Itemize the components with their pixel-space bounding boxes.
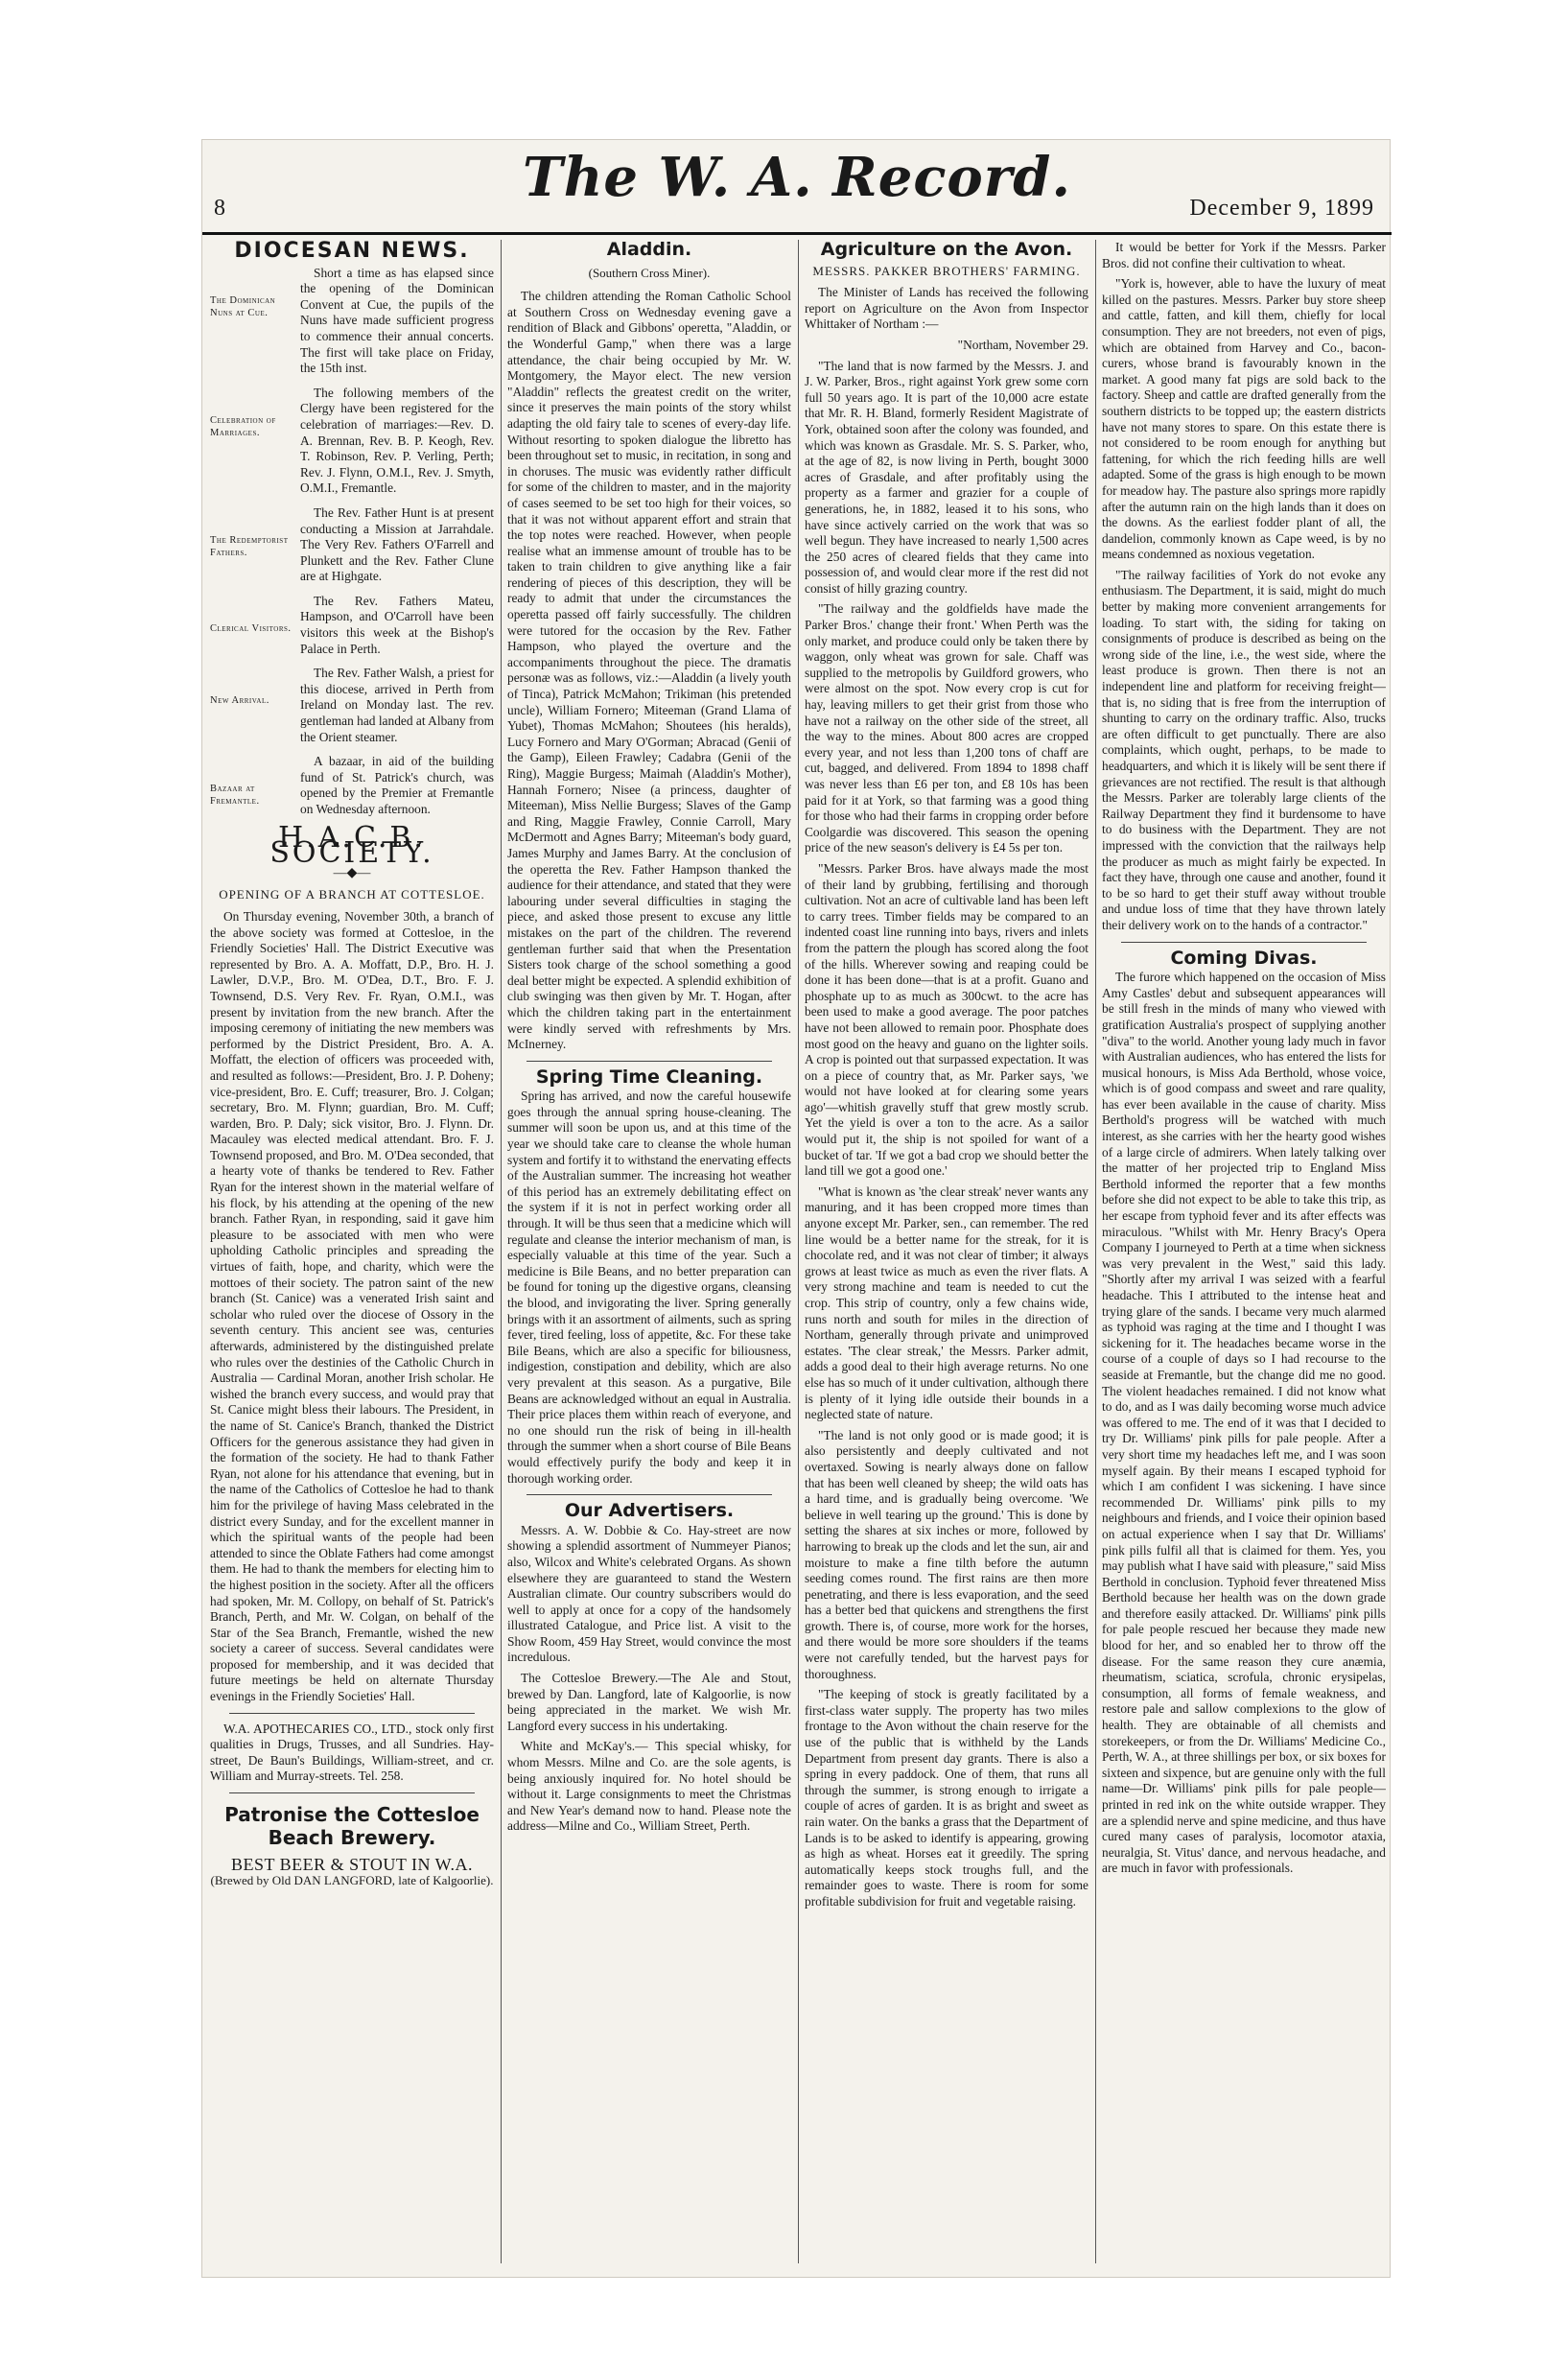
article-paragraph: "The railway and the goldfields have made the Parker Bros.' change their front.' When Perth was the only market, and produce could only be taken there by waggon, only wheat was grown for sale. Chaff was supplied to the metropolis by Guildford growers, who were almost on the spot. Now every crop is cut for hay, leaving millers to get their grist from those who have not a railway on the other side of the street, all the way to the mines. About 800 acres are cropped every year, and not less than 1,200 tons of chaff are cut, bagged, and delivered. From 1894 to 1898 chaff was never less than £6 per ton, and £8 10s has been paid for it at York, so that farming was a good thing for those who had their farms in cropping order before Coolgardie was discovered. This season the opening price of the new season's delivery is £4 5s per ton.: [805, 601, 1088, 855]
article-paragraph: "The land is not only good or is made good; it is also persistently and deeply cultivated and not overtaxed. Sowing is nearly always done on fallow that has been well cleaned by sheep; the wild oats has a hard time, and is gradually being overcome. 'We believe in well tearing up the ground.' This is done by setting the shares at six inches or more, followed by harrowing to break up the clods and let the sun, air and moisture to make a fine tilth before the autumn seeding comes round. The first rains are then more penetrating, and there is less evaporation, and the seed has a better bed that quickens and strengthens the first growth. There is, of course, more work for the horses, and there would be more sore shoulders if the teams were not carefully tended, but the harvest pays for thoroughness.: [805, 1427, 1088, 1681]
news-item: [210, 505, 494, 590]
agriculture-heading: Agriculture on the Avon.: [820, 240, 1073, 260]
article-paragraph: "Northam, November 29.: [957, 337, 1088, 352]
column-2: [507, 240, 791, 2268]
news-item-text: A bazaar, in aid of the building fund of St. Patrick's church, was opened by the Premier at Fremantle on Wednesday afternoon.: [300, 754, 494, 816]
news-item-label: The Redemptorist Fathers.: [210, 534, 289, 558]
masthead-rule: [202, 232, 1392, 235]
page-number: 8: [214, 196, 225, 221]
article-paragraph: On Thursday evening, November 30th, a branch of the above society was formed at Cottesloe, in the Friendly Societies' Hall. The District Executive was represented by Bro. A. A. Moffatt, D.P., Bro. H. J. Lawler, D.V.P., Bro. M. O'Dea, D.T., Bro. F. J. Townsend, D.S. Very Rev. Fr. Ryan, O.M.I., was present by invitation from the new branch. After the imposing ceremony of initiating the new members was performed by the District President, Bro. A. A. Moffatt, the election of officers was proceeded with, and resulted as follows:—President, Bro. J. P. Doheny; vice-president, Bro. E. Cuff; treasurer, Bro. J. Colgan; secretary, Bro. M. Flynn; guardian, Bro. M. Cuff; warden, Bro. P. Daly; sick visitor, Bro. J. Flynn. Dr. Macauley was elected medical attendant. Bro. F. J. Townsend proposed, and Bro. M. O'Dea seconded, that a hearty vote of thanks be tendered to Rev. Father Ryan for the interest shown in the material welfare of his flock, by his attending at the opening of the new branch. Father Ryan, in responding, said it gave him pleasure to be associated with men who were upholding Catholic principles and spreading the virtues of faith, hope, and charity, which were the mottoes of their society. The patron saint of the new branch (St. Canice) was a venerated Irish saint and scholar who ruled over the diocese of Ossory in the seventh century. This ancient see was, centuries afterwards, administered by the distinguished prelate who rules over the destinies of the Catholic Church in Australia — Cardinal Moran, another Irish scholar. He wished the branch every success, and would pray that St. Canice might bless their labours. The President, in the name of St. Canice's Branch, thanked the District Officers for the generous assistance they had given in the formation of the society. He had to thank Father Ryan, not alone for his attendance that evening, but in the name of the Catholics of Cottesloe he had to thank him for the privilege of having Mass celebrated in the district every Sunday, and for the excellent manner in which the spiritual wants of the people had been attended to since the Oblate Fathers had come amongst them. He had to thank the members for electing him to the highest position in the society. After all the officers had spoken, Mr. M. Collopy, on behalf of St. Patrick's Branch, Perth, and Mr. W. Colgan, on behalf of the Star of the Sea Branch, Fremantle, wished the new society a career of success. Several candidates were proposed for membership, and it was decided that future meetings be held on alternate Thursday evenings in the Friendly Societies' Hall.: [210, 908, 494, 1704]
news-item-label: Celebration of Marriages.: [210, 414, 276, 438]
article-paragraph: "The railway facilities of York do not evoke any enthusiasm. The Department, it is said, might do much better by making more convenient arrangements for loading. To start with, the siding for taking on consignments of produce is described as being on the wrong side of the line, i.e., the west side, where the least produce is grown. Then there is not an independent line and platform for receiving freight—that is, no siding that is free from the interruption of shunting to carry on the ordinary traffic. Also, trucks are often difficult to get punctually. There are also complaints, which ought, perhaps, to be made to headquarters, and which it is likely will be sent there if grievances are not rectified. The result is that although the Messrs. Parker are tolerably large clients of the Railway Department they find it burdensome to have to do business with the Department. They are not impressed with the conviction that the railways help the producer as much as might fairly be expected. In fact they have, through one cause and another, found it to be so hard to get their stuff away without trouble and undue loss of time that they have thrown lately their delivery work on to the hands of a contractor.": [1102, 567, 1386, 932]
divas-heading: Coming Divas.: [1170, 947, 1318, 969]
ornament-divider: —◆—: [333, 865, 371, 880]
news-item: [210, 386, 494, 502]
article-paragraph: "The keeping of stock is greatly facilitated by a first-class water supply. The property has two miles frontage to the Avon without the chain reserve for the use of the public that is withheld by the Lands Department from present day grants. There is also a spring in every paddock. One of them, that runs all through the summer, is strong enough to irrigate a couple of acres of garden. It is as bright and sweet as rain water. On the banks a grass that the Department of Lands is to be asked to identify is appearing, growing as high as wheat. Horses eat it greedily. The spring automatically keeps stock troughs full, and the remainder goes to waste. There is room for some profitable subdivision for fruit and vegetable raising.: [805, 1687, 1088, 1909]
diocesan-news-heading: DIOCESAN NEWS.: [234, 240, 470, 263]
news-item-label: Bazaar at Fremantle.: [210, 784, 260, 808]
news-item-label: New Arrival.: [210, 695, 269, 707]
aladdin-heading: Aladdin.: [606, 240, 692, 260]
masthead: [202, 140, 1392, 236]
article-paragraph: The Cottesloe Brewery.—The Ale and Stout, brewed by Dan. Langford, late of Kalgoorlie, is now being appreciated in the market. We wish Mr. Langford every success in his undertaking.: [507, 1671, 791, 1733]
column-3: [805, 240, 1088, 2268]
article-paragraph: Spring has arrived, and now the careful housewife goes through the annual spring house-cleaning. The summer will soon be upon us, and at this time of the year we should take care to cleanse the whole human system and fortify it to withstand the enervating effects of the Australian summer. The increasing hot weather of this period has an extremely debilitating effect on the system if it is not in perfect working order all through. It will be thus seen that a medicine which will regulate and cleanse the interior mechanism of man, is especially valuable at this time of the year. Such a medicine is Bile Beans, and no better preparation can be found for toning up the digestive organs, cleansing the blood, and invigorating the liver. Spring generally brings with it an assortment of ailments, such as spring fever, tired feeling, loss of appetite, &c. For these take Bile Beans, which are also a specific for biliousness, indigestion, constipation and debility, which are also very prevalent at this season. As a purgative, Bile Beans are acknowledged without an equal in Australia. Their price places them within reach of everyone, and no one should run the risk of being in ill-health through the summer when a short course of Bile Beans would effectively purify the body and keep it in thorough working order.: [507, 1089, 791, 1486]
article-paragraph: "What is known as 'the clear streak' never wants any manuring, and it has been cropped more times than anyone except Mr. Parker, sen., can remember. The red line would be a better name for the streak, for it is chocolate red, and it was not clear of timber; it always grows at least twice as much as even the river flats. A very strong machine and team is needed to cut the crop. This strip of country, only a few chains wide, runs north and south for miles in the direction of Northam, generally through private and unimproved estates. 'The clear streak,' the Messrs. Parker admit, adds a good deal to their high average returns. No one else has so much of it under cultivation, although there is plenty of it lying idle outside their bounds in a neglected state of nature.: [805, 1183, 1088, 1422]
news-item-label: The Dominican Nuns at Cue.: [210, 294, 276, 318]
separator-rule: [229, 1792, 475, 1793]
advertisement-text: W.A. APOTHECARIES CO., LTD., stock only first qualities in Drugs, Trusses, and all Sundries. Hay-street, De Baun's Buildings, William-street, and cr. William and Murray-streets. Tel. 258.: [210, 1721, 494, 1784]
column-divider: [501, 240, 502, 2263]
newspaper-page: [201, 139, 1391, 2278]
article-paragraph: It would be better for York if the Messrs. Parker Bros. did not confine their cultivation to wheat.: [1102, 240, 1386, 270]
beer-subtext: (Brewed by Old DAN LANGFORD, late of Kalgoorlie).: [210, 1872, 494, 1887]
article-paragraph: "Messrs. Parker Bros. have always made the most of their land by grubbing, fertilising and thorough cultivation. Not an acre of cultivable land has been left to carry trees. Timber fields may be compared to an indented coast line running into bays, rivers and inlets from the pattern the plough has scored along the foot of the hills. Wherever sowing and reaping could be done it has been done—that is at a profit. Guano and phosphate up to as much as 300cwt. to the acre has been used to make a good average. The poor patches have not been allowed to remain poor. Phosphate does most good on the heavy and guano on the lighter soils. A crop is pointed out that surpassed expectation. It was on a piece of country that, as Mr. Parker says, 'we would not have looked at for clearing some years ago'—whitish gravelly stuff that grew mostly scrub. Yet the yield is over a ton to the acre. As a sailor would put it, the ship is not spoiled for want of a bucket of tar. 'If we got a bad crop we should better the land till we got a good one.': [805, 860, 1088, 1179]
column-4: [1102, 240, 1386, 2268]
brewery-heading: Patronise the Cottesloe Beach Brewery.: [224, 1803, 480, 1850]
column-divider: [1095, 240, 1096, 2263]
article-paragraph: The children attending the Roman Catholic School at Southern Cross on Wednesday evening gave a rendition of Black and Gibbons' operetta, "Aladdin, or the Wonderful Gamp," when there was a large attendance, the chair being occupied by Mr. W. Montgomery, the Mayor elect. The new version "Aladdin" reflects the greatest credit on the writer, since it preserves the main points of the story whilst adapting the old fairy tale to scenes of every-day life. Without resorting to spoken dialogue the libretto has been throughout set to music, in recitation, in song and in choruses. The music was evidently rather difficult for some of the children to master, and in the majority of cases seemed to be set too high for their voices, so that it was not without apparent effort and strain that the top notes were reached. However, when people realise what an immense amount of trouble has to be taken to train children to give anything like a fair rendering of pieces of this description, they will be ready to admit that under the circumstances the operetta passed off fairly successfully. The children were tutored for the occasion by the Rev. Father Hampson, who played the overture and the accompaniments throughout the piece. The dramatis personæ was as follows, viz.:—Aladdin (a lively youth of Tinca), Patrick McMahon; Trikiman (his pretended uncle), William Fornero; Miteeman (Grand Llama of Yubet), Thomas McMahon; Shoutees (his heralds), Lucy Fornero and Mary O'Gorman; Abracad (Genii of the Gamp), Eileen Frawley; Cadabra (Genii of the Ring), Maggie Burgess; Maimah (Aladdin's Mother), Hannah Fornero; Nisee (a princess, daughter of Miteeman), Miss Nellie Burgess; Slaves of the Gamp and Ring, Maggie Frawley, Connie Carroll, Mary McDermott and Agnes Barry; Miteeman's body guard, James Murphy and James Barry. At the conclusion of the operetta the Rev. Father Hampson thanked the audience for their attendance, and stated that they were labouring under several difficulties in staging the piece, and asked those present to excuse any little mistakes on the part of the children. The reverend gentleman further said that when the Presentation Sisters took charge of the school something a good deal better might be expected. A splendid exhibition of club swinging was then given by Mr. T. Hogan, after which the children taking part in the entertainment were kindly served with refreshments by Mrs. McInerney.: [507, 289, 791, 1052]
news-item-text: The following members of the Clergy have been registered for the celebration of marriages:—Rev. D. A. Brennan, Rev. B. P. Keogh, Rev. T. Robinson, Rev. P. Verling, Perth; Rev. J. Flynn, O.M.I., Rev. J. Smyth, O.M.I., Fremantle.: [300, 385, 494, 496]
article-paragraph: The furore which happened on the occasion of Miss Amy Castles' debut and subsequent appearances will be still fresh in the minds of many who viewed with gratification Australia's prospect of supplying another "diva" to the world. Another young lady much in favor with Australian audiences, who has entered the lists for musical honours, is Miss Ada Berthold, whose voice, which is of good compass and sweet and rare quality, has ever been available in the cause of charity. Miss Berthold's progress will be watched with much interest, as she carries with her the hearty good wishes of a large circle of admirers. When lately talking over the matter of her projected trip to England Miss Berthold informed the reporter that a few months before she did not expect to be able to take this trip, as her escape from typhoid fever and its after effects was miraculous. "Whilst with Mr. Henry Bracy's Opera Company I journeyed to Perth at a time when sickness was very prevalent in the West," said this lady. "Shortly after my arrival I was seized with a fearful headache. This I attributed to the intense heat and trying glare of the sands. I became very much alarmed as typhoid was raging at the time and I thought I was sickening for it. The headaches became worse in the course of a couple of days so I had recourse to the seaside at Fremantle, but the change did me no good. The violent headaches remained. I did not know what to do, and as I was daily becoming worse much advice was offered to me. The end of it was that I decided to try Dr. Williams' pink pills for pale people. After a very short time my headaches left me, and I was soon myself again. By their means I escaped typhoid for which I am confident I was sickening. I have since recommended Dr. Williams' pink pills to my neighbours and friends, and I voice their opinion based on actual experience when I say that Dr. Williams' pink pills fulfil all that is claimed for them. Yes, you may publish what I have said with pleasure," said Miss Berthold in conclusion. Typhoid fever threatened Miss Berthold because her health was on the down grade and therefore easily attacked. Dr. Williams' pink pills for pale people rescued her because they made new blood for her, and so enabled her to throw off the disease. For the same reason they cure anæmia, rheumatism, sciatica, scrofula, chronic erysipelas, consumption, all forms of female weakness, and restore pale and sallow complexions to the glow of health. They are obtainable of all chemists and storekeepers, or from the Dr. Williams' Medicine Co., Perth, W. A., at three shillings per box, or six boxes for sixteen and sixpence, but are genuine only with the full name—Dr. Williams' pink pills for pale people—printed in red ink on the white outside wrapper. They are a splendid nerve and spine medicine, and thus have cured many cases of paralysis, locomotor ataxia, neuralgia, St. Vitus' dance, and nervous headache, and are much in favor with professionals.: [1102, 970, 1386, 1876]
article-paragraph: The Minister of Lands has received the following report on Agriculture on the Avon from Inspector Whittaker of Northam :—: [805, 285, 1088, 332]
article-paragraph: White and McKay's.— This special whisky, for whom Messrs. Milne and Co. are the sole agents, is being anxiously inquired for. No hotel should be without it. Large consignments to meet the Christmas and New Year's demand now to hand. Please note the address—Milne and Co., William Street, Perth.: [507, 1739, 791, 1834]
beer-slogan: BEST BEER & STOUT IN W.A.: [230, 1855, 474, 1875]
newspaper-title: The W. A. Record.: [523, 146, 1071, 209]
article-paragraph: Messrs. A. W. Dobbie & Co. Hay-street are now showing a splendid assortment of Nummeyer Pianos; also, Wilcox and White's celebrated Organs. As shown elsewhere they are guaranteed to stand the Western Australian climate. Our country subscribers would do well to apply at once for a copy of the handsomely illustrated Catalogue, and Price list. A visit to the Show Room, 459 Hay Street, would convince the most incredulous.: [507, 1522, 791, 1665]
column-1: [210, 240, 494, 2268]
news-item: [210, 666, 494, 750]
news-item: [210, 754, 494, 822]
news-item-text: The Rev. Father Hunt is at present conducting a Mission at Jarrahdale. The Very Rev. Fathers O'Farrell and Plunkett and the Rev. Father Clune are at Highgate.: [300, 504, 494, 584]
news-item-text: Short a time as has elapsed since the opening of the Dominican Convent at Cue, the pupils of the Nuns have made sufficient progress to commence their annual concerts. The first will take place on Friday, the 15th inst.: [300, 265, 494, 376]
news-item-text: The Rev. Father Walsh, a priest for this diocese, arrived in Perth from Ireland on Monday last. The rev. gentleman had landed at Albany from the Orient steamer.: [300, 666, 494, 744]
spring-heading: Spring Time Cleaning.: [535, 1066, 763, 1088]
news-item-text: The Rev. Fathers Mateu, Hampson, and O'Carroll have been visitors this week at the Bishop's Palace in Perth.: [300, 593, 494, 656]
society-subheading: OPENING OF A BRANCH AT COTTESLOE.: [219, 887, 485, 902]
agriculture-subheading: MESSRS. PAKKER BROTHERS' FARMING.: [812, 263, 1081, 278]
news-item-label: Clerical Visitors.: [210, 622, 292, 634]
society-heading: H.A.C.B. SOCIETY.: [269, 820, 434, 871]
aladdin-source: (Southern Cross Miner).: [588, 265, 711, 280]
news-item: [210, 266, 494, 382]
article-paragraph: "The land that is now farmed by the Messrs. J. and J. W. Parker, Bros., right against York grew some corn full 50 years ago. It is part of the 10,000 acre estate that Mr. R. H. Bland, formerly Resident Magistrate of York, obtained soon after the colony was founded, and which was known as Grasdale. Mr. S. S. Parker, who, at the age of 82, is now living in Perth, bought 3000 acres of Grasdale, and after profitably using the property as a farmer and grazier for a couple of generations, he, in 1882, leased it to his sons, who have since actively carried on the work that was so well begun. They have increased to nearly 1,500 acres the 250 acres of cleared fields that they came into possession of, and would clear more if the rest did not consist of hilly grazing country.: [805, 358, 1088, 596]
separator-rule: [229, 1713, 475, 1714]
advertisers-heading: Our Advertisers.: [564, 1500, 735, 1522]
separator-rule: [527, 1494, 772, 1495]
separator-rule: [527, 1061, 772, 1062]
column-divider: [798, 240, 799, 2263]
article-paragraph: "York is, however, able to have the luxury of meat killed on the pastures. Messrs. Parker buy store sheep and cattle, fatten, and kill them, chiefly for local consumption. They are not breeders, not even of pigs, which are obtained from Harvey and Co., bacon-curers, whose brand is favourably known in the market. A good many fat pigs are sold back to the factory. Sheep and cattle are drafted generally from the southern districts to be topped up; the eastern districts have not many stores to spare. On this estate there is not considered to be room enough for anything but fattening, for which the rich feeding hills are well adapted. Some of the grass is high enough to be mown for meadow hay. The pasture also springs more rapidly after the autumn rain on the high lands than it does on the downs. As the earliest fodder plant of all, the dandelion, commonly known as Cape weed, is by no means condemned as noxious vegetation.: [1102, 276, 1386, 562]
issue-date: December 9, 1899: [1189, 196, 1374, 221]
separator-rule: [1121, 942, 1367, 943]
news-item: [210, 594, 494, 662]
